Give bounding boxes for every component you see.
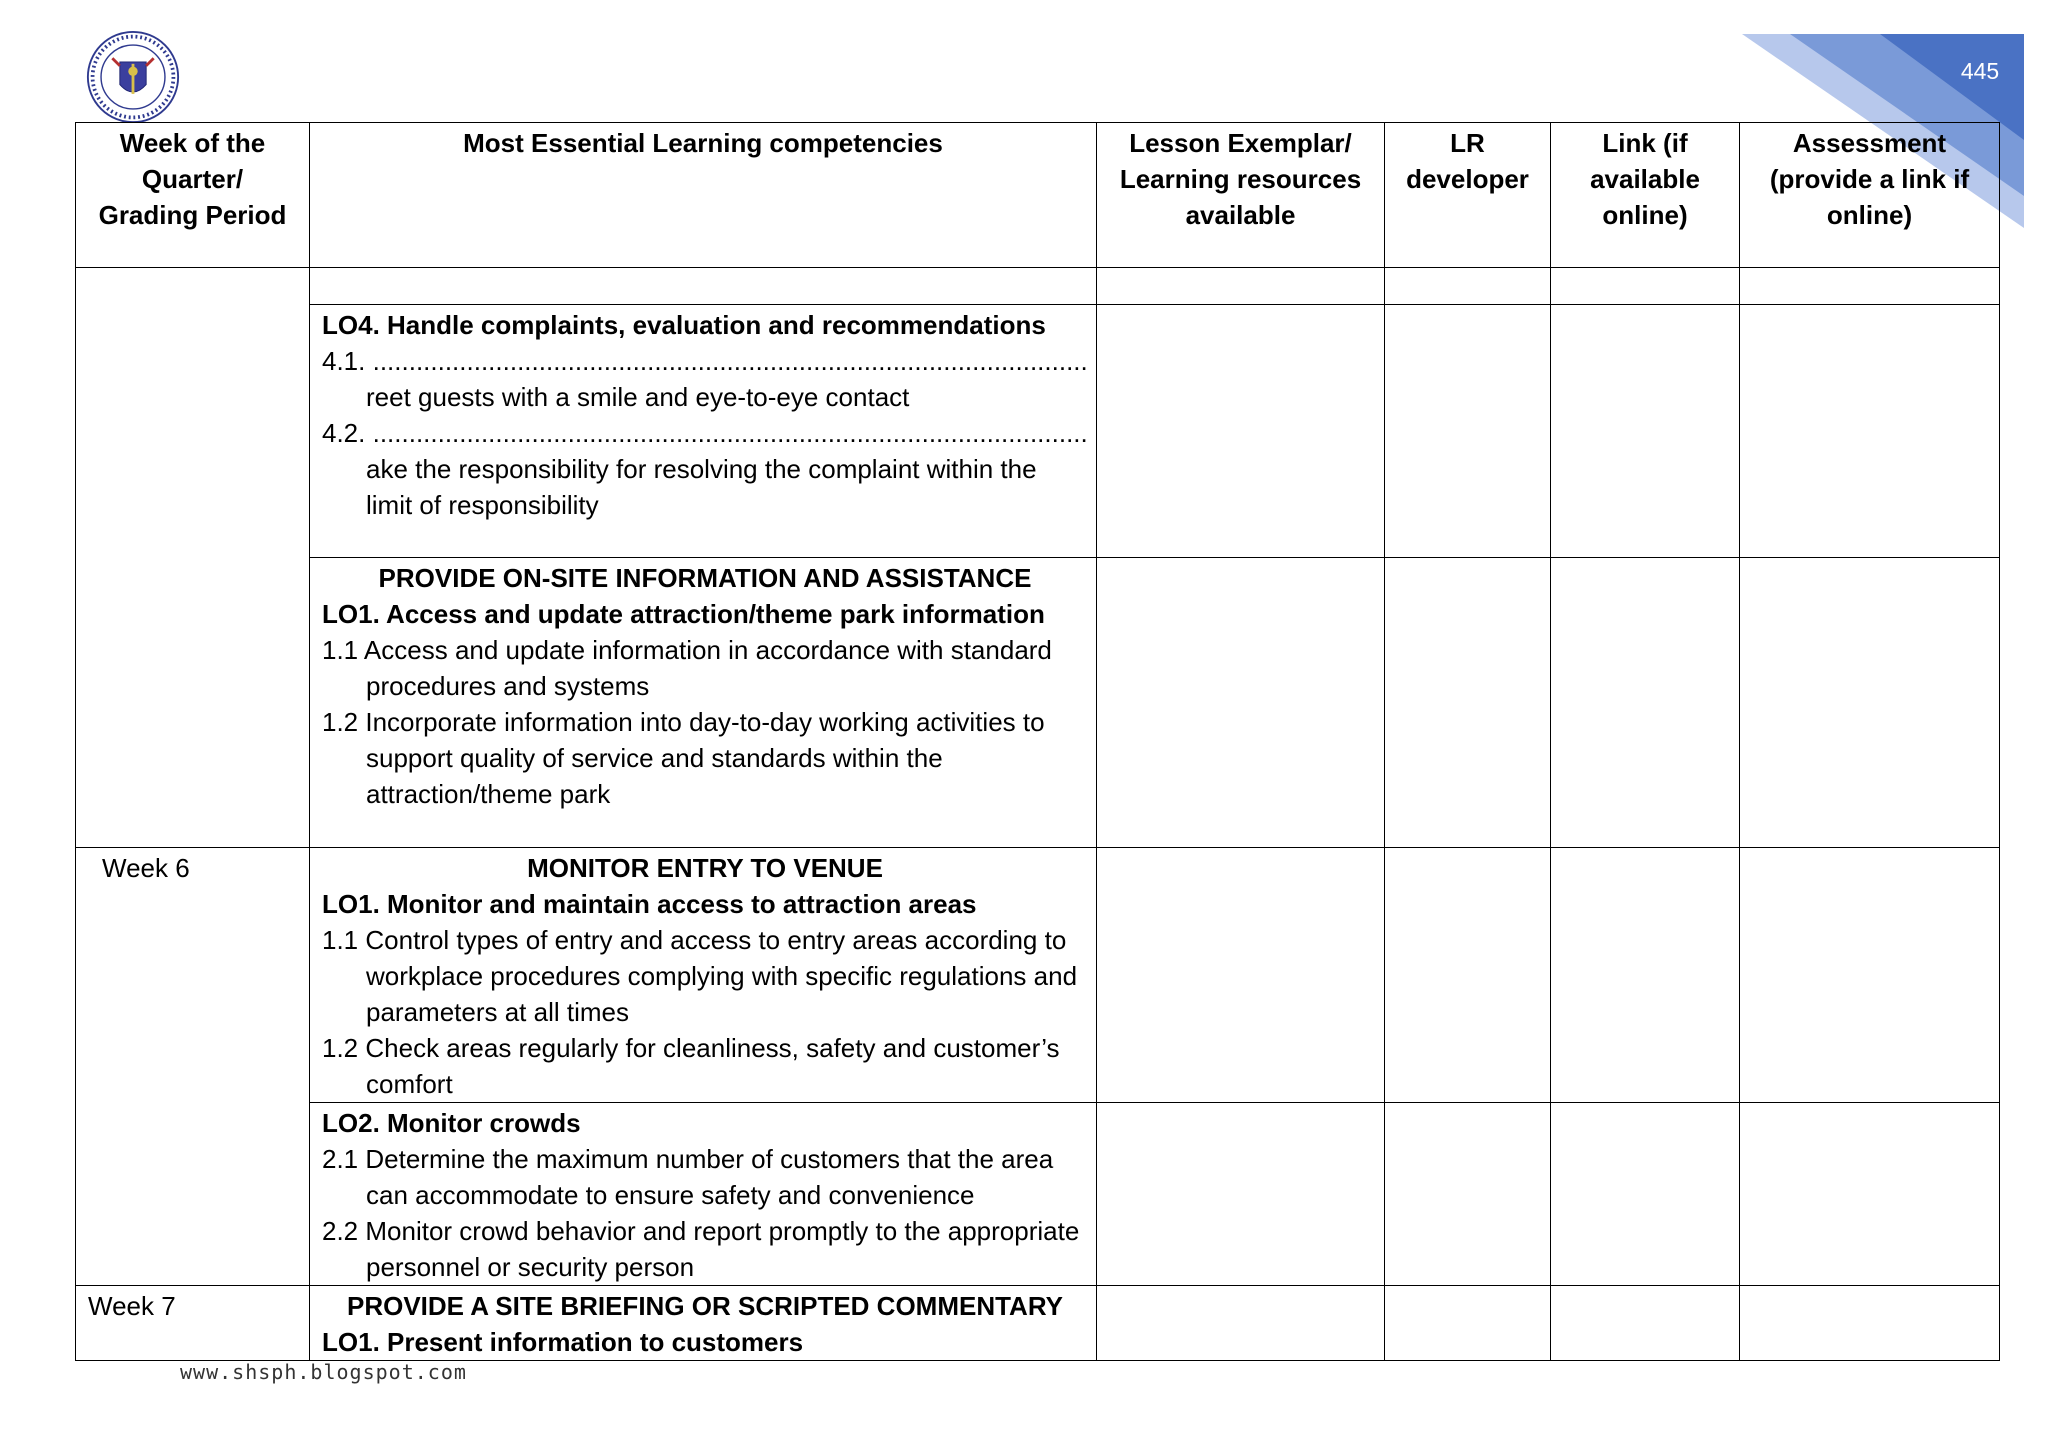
deped-seal-icon (86, 30, 180, 124)
table-row-week7 (76, 1286, 2000, 1361)
header-week: Week of the Quarter/ Grading Period (76, 123, 310, 268)
table-header-row (76, 123, 2000, 268)
header-lesson-exemplar: Lesson Exemplar/ Learning resources available (1097, 123, 1385, 268)
competency-site-briefing: PROVIDE A SITE BRIEFING OR SCRIPTED COMMENTARY LO1. Present information to customers (310, 1286, 1097, 1361)
competency-onsite: PROVIDE ON-SITE INFORMATION AND ASSISTANCE LO1. Access and update attraction/theme park information 1.1 Access and update information in accordance with standard procedures and systems 1.2 Incorporate information into day-to-day working activities to support quality of service and standards within the attraction/theme park (310, 558, 1097, 848)
competency-monitor-crowds: LO2. Monitor crowds 2.1 Determine the maximum number of customers that the area can accommodate to ensure safety and convenience 2.2 Monitor crowd behavior and report promptly to the appropriate personnel or security person (310, 1103, 1097, 1286)
table-row-blank (76, 268, 2000, 305)
header-competencies: Most Essential Learning competencies (310, 123, 1097, 268)
header-lr-developer: LR developer (1385, 123, 1551, 268)
week-cell-empty (76, 268, 310, 848)
competency-lo4: LO4. Handle complaints, evaluation and recommendations 4.1. ..... reet guests with a smile and eye-to-eye contact 4.2. ..... ake the responsibility for resolving the complaint within the limit of responsibility (310, 305, 1097, 558)
footer-url: www.shsph.blogspot.com (180, 1360, 467, 1384)
page-number: 445 (1960, 58, 2000, 84)
header-assessment: Assessment (provide a link if online) (1740, 123, 2000, 268)
week-cell-6: Week 6 (76, 848, 310, 1286)
table-row-onsite (76, 558, 2000, 848)
week-cell-7: Week 7 (76, 1286, 310, 1361)
competency-monitor-entry: MONITOR ENTRY TO VENUE LO1. Monitor and maintain access to attraction areas 1.1 Control types of entry and access to entry areas according to workplace procedures complying with specific regulations and parameters at all times 1.2 Check areas regularly for cleanliness, safety and customer’s comfort (310, 848, 1097, 1103)
header-link: Link (if available online) (1551, 123, 1740, 268)
table-row-week6-lo2 (76, 1103, 2000, 1286)
competency-table (75, 122, 2000, 1361)
table-row-week6-lo1 (76, 848, 2000, 1103)
table-row-lo4 (76, 305, 2000, 558)
